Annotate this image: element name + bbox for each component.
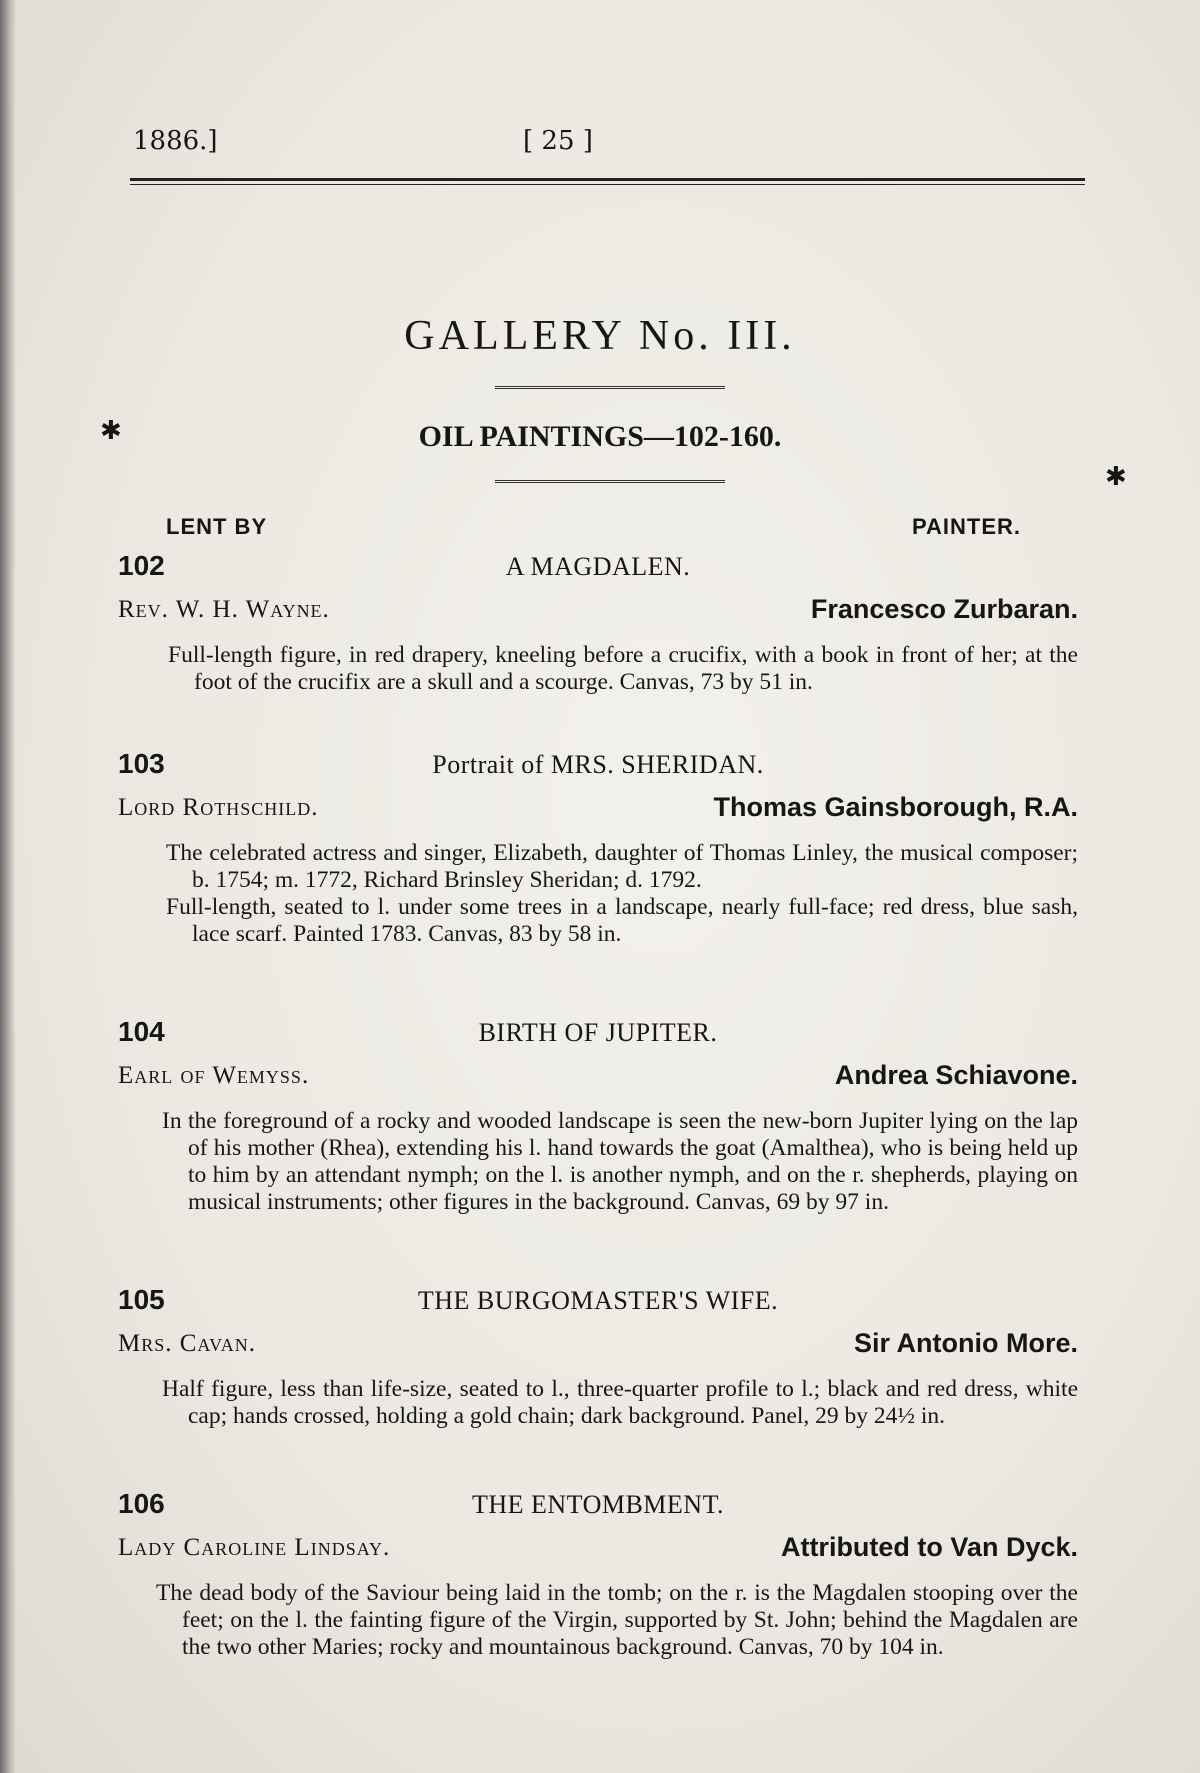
column-heading-lent-by: LENT BY <box>166 514 268 539</box>
page-number: [ 25 ] <box>523 126 593 156</box>
description-paragraph: The dead body of the Saviour being laid in the tomb; on the r. is the Magdalen stooping over the feet; on the l. the fainting figure of the Virgin, supported by St. John; behind the Magdalen are the two other Maries; rocky and mountainous background. Canvas, 70 by 104 in. <box>156 1580 1078 1660</box>
entry-title: Portrait of MRS. SHERIDAN. <box>432 750 764 779</box>
section-title: OIL PAINTINGS—102-160. <box>418 420 782 453</box>
entry-title: THE BURGOMASTER'S WIFE. <box>417 1286 779 1315</box>
entry-number: 106 <box>118 1488 165 1519</box>
header-rule-thin <box>130 184 1085 185</box>
entry-description <box>156 1580 1078 1661</box>
description-paragraph: Half figure, less than life-size, seated to l., three-quarter profile to l.; black and red dress, white cap; hands crossed, holding a gold chain; dark background. Panel, 29 by 24½ in. <box>162 1376 1078 1429</box>
gallery-title: GALLERY No. III. <box>404 313 796 359</box>
catalogue-entry <box>118 1488 1078 1728</box>
entry-lender: Mrs. Cavan. <box>118 1330 257 1357</box>
entry-number: 102 <box>118 550 165 581</box>
catalogue-entry <box>118 1284 1078 1474</box>
entry-painter: Sir Antonio More. <box>854 1328 1078 1358</box>
entry-number: 105 <box>118 1284 165 1315</box>
running-header <box>133 126 1083 166</box>
asterisk-icon: ✱ <box>100 416 122 446</box>
entry-lender: Rev. W. H. Wayne. <box>118 596 330 623</box>
entry-painter: Andrea Schiavone. <box>834 1060 1078 1090</box>
entry-painter: Thomas Gainsborough, R.A. <box>713 792 1078 822</box>
ornamental-rule-bottom <box>495 480 725 483</box>
entry-lender: Lord Rothschild. <box>118 794 319 821</box>
column-heading-painter: PAINTER. <box>912 514 1022 539</box>
entry-number: 104 <box>118 1016 165 1047</box>
entry-title: BIRTH OF JUPITER. <box>478 1018 718 1047</box>
asterisk-icon: ✱ <box>1105 462 1127 492</box>
catalogue-entry <box>118 1016 1078 1256</box>
description-paragraph: In the foreground of a rocky and wooded landscape is seen the new-born Jupiter lying on the lap of his mother (Rhea), extending his l. hand towards the goat (Amalthea), who is being held up to him by an attendant nymph; on the l. is another nymph, and on the r. shepherds, playing on musical instruments; other figures in the background. Canvas, 69 by 97 in. <box>162 1108 1078 1215</box>
ornamental-rule-top <box>495 386 725 389</box>
header-year: 1886.] <box>133 126 218 156</box>
book-spine-shadow <box>0 0 16 1773</box>
entry-painter: Attributed to Van Dyck. <box>780 1532 1078 1562</box>
entry-title: THE ENTOMBMENT. <box>471 1490 725 1519</box>
description-paragraph: Full-length figure, in red drapery, kneeling before a crucifix, with a book in front of her; at the foot of the crucifix are a skull and a scourge. Canvas, 73 by 51 in. <box>168 642 1078 695</box>
header-rule-thick <box>130 178 1085 181</box>
catalogue-entry <box>118 748 1078 988</box>
description-paragraph: Full-length, seated to l. under some trees in a landscape, nearly full-face; red dress, blue sash, lace scarf. Painted 1783. Canvas, 83 by 58 in. <box>166 894 1078 947</box>
entry-lender: Lady Caroline Lindsay. <box>118 1534 391 1561</box>
entry-description <box>162 1376 1078 1430</box>
entry-title: A MAGDALEN. <box>505 552 691 581</box>
description-paragraph: The celebrated actress and singer, Elizabeth, daughter of Thomas Linley, the musical composer; b. 1754; m. 1772, Richard Brinsley Sheridan; d. 1792. <box>166 840 1078 893</box>
entry-lender: Earl of Wemyss. <box>118 1062 310 1089</box>
entry-description <box>166 840 1078 948</box>
entry-painter: Francesco Zurbaran. <box>810 594 1078 624</box>
entry-description <box>168 642 1078 696</box>
entry-description <box>162 1108 1078 1216</box>
catalogue-entry <box>118 550 1078 730</box>
entry-number: 103 <box>118 748 165 779</box>
